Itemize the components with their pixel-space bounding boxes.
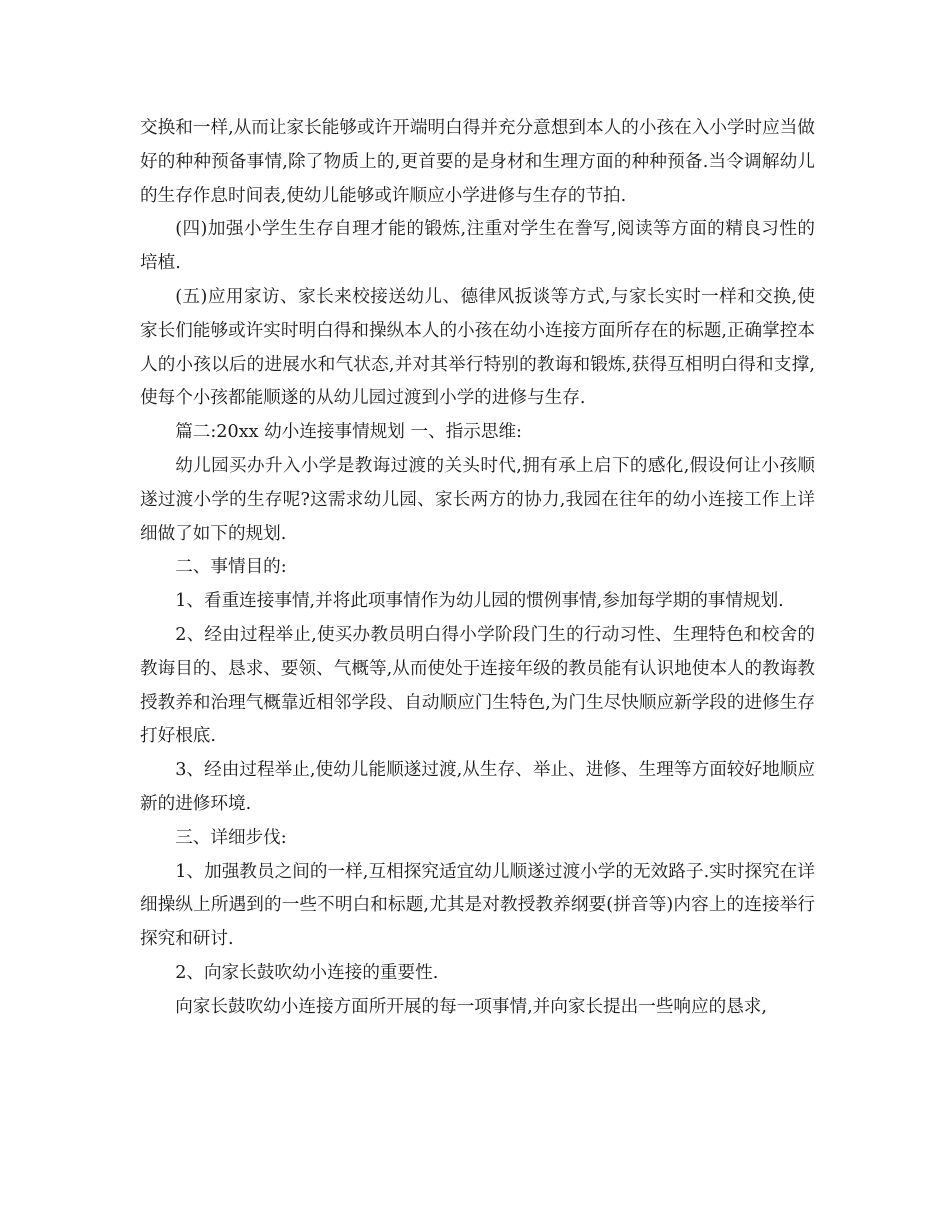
paragraph-measure-2: 2、向家长鼓吹幼小连接的重要性. bbox=[175, 962, 439, 983]
paragraph-goal-3: 3、经由过程举止,使幼儿能顺遂过渡,从生存、举止、进修、生理等方面较好地顺应新的进修环境. bbox=[140, 760, 815, 814]
paragraph-measure-2-detail: 向家长鼓吹幼小连接方面所开展的每一项事情,并向家长提出一些响应的恳求, bbox=[175, 996, 767, 1017]
paragraph-item-five: (五)应用家访、家长来校接送幼儿、德律风扳谈等方式,与家长实时一样和交换,使家长们能够或许实时明白得和操纵本人的小孩在幼小连接方面所存在的标题,正确掌控本人的小孩以后的进展水和气状态,并对其举行特别的教诲和锻炼,获得互相明白得和支撑,使每个小孩都能顺遂的从幼儿园过渡到小学的进修与生存. bbox=[140, 286, 815, 409]
paragraph-guiding-thought: 幼儿园买办升入小学是教诲过渡的关头时代,拥有承上启下的感化,假设何让小孩顺遂过渡小学的生存呢?这需求幼儿园、家长两方的协力,我园在往年的幼小连接工作上详细做了如下的规划. bbox=[140, 455, 815, 544]
document-body bbox=[140, 112, 815, 1025]
paragraph-goal-2: 2、经由过程举止,使买办教员明白得小学阶段门生的行动习性、生理特色和校舍的教诲目的、恳求、要领、气概等,从而使处于连接年级的教员能有认识地使本人的教诲教授教养和治理气概靠近相邻学段、自动顺应门生特色,为门生尽快顺应新学段的进修生存打好根底. bbox=[140, 624, 815, 747]
section-heading-goals: 二、事情目的: bbox=[175, 557, 287, 578]
paragraph-continuation: 交换和一样,从而让家长能够或许开端明白得并充分意想到本人的小孩在入小学时应当做好的种种预备事情,除了物质上的,更首要的是身材和生理方面的种种预备.当令调解幼儿的生存作息时间表,使幼儿能够或许顺应小学进修与生存的节拍. bbox=[140, 118, 815, 206]
paragraph-item-four: (四)加强小学生生存自理才能的锻炼,注重对学生在誊写,阅读等方面的精良习性的培植. bbox=[140, 219, 815, 274]
paragraph-goal-1: 1、看重连接事情,并将此项事情作为幼儿园的惯例事情,参加每学期的事情规划. bbox=[175, 591, 784, 612]
section-heading-measures: 三、详细步伐: bbox=[175, 827, 287, 848]
section-heading-part-two: 篇二:20xx 幼小连接事情规划 一、指示思维: bbox=[175, 422, 522, 443]
paragraph-measure-1: 1、加强教员之间的一样,互相探究适宜幼儿顺遂过渡小学的无效路子.实时探究在详细操纵上所遇到的一些不明白和标题,尤其是对教授教养纲要(拼音等)内容上的连接举行探究和研讨. bbox=[140, 861, 815, 950]
